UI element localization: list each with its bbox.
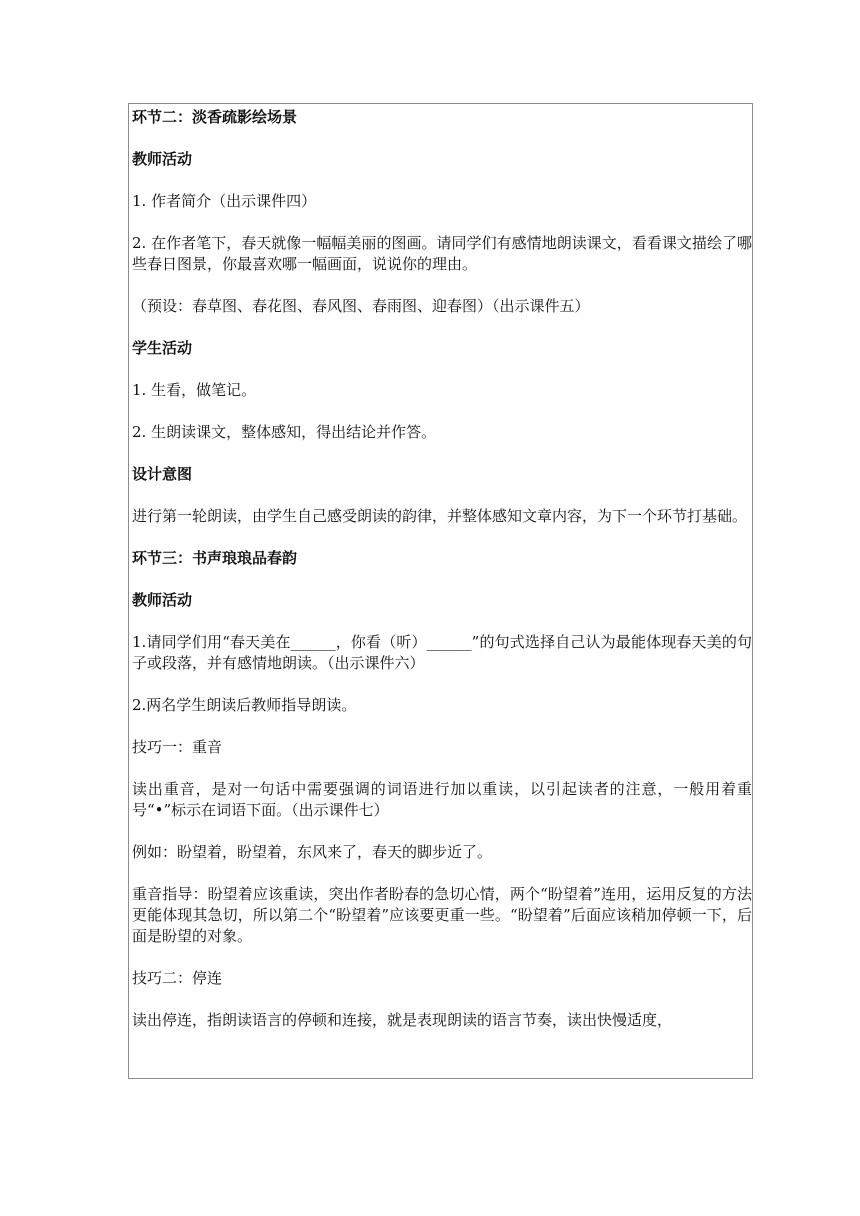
body-paragraph: 重音指导：盼望着应该重读，突出作者盼春的急切心情，两个“盼望着”连用，运用反复的方法更能体现其急切，所以第二个“盼望着”应该要更重一些。“盼望着”后面应该稍加停顿一下，后面是盼望的对象。 (132, 885, 752, 945)
body-paragraph: 读出重音，是对一句话中需要强调的词语进行加以重读，以引起读者的注意，一般用着重号“•”标示在词语下面。（出示课件七） (132, 780, 752, 819)
body-paragraph: 1. 生看，做笔记。 (132, 381, 257, 399)
section-heading: 设计意图 (132, 465, 193, 483)
section-heading: 教师活动 (132, 591, 193, 609)
body-paragraph: 2.两名学生朗读后教师指导朗读。 (132, 696, 357, 714)
section-heading: 环节二：淡香疏影绘场景 (132, 108, 298, 126)
body-paragraph: （预设：春草图、春花图、春风图、春雨图、迎春图）（出示课件五） (132, 297, 590, 315)
body-paragraph: 1. 作者简介（出示课件四） (132, 192, 317, 210)
document-frame (128, 103, 753, 1079)
body-paragraph: 1.请同学们用“春天美在______，你看（听）______”的句式选择自己认为最能体现春天美的句子或段落，并有感情地朗读。（出示课件六） (132, 633, 752, 672)
body-paragraph: 技巧一：重音 (132, 738, 223, 756)
section-heading: 环节三：书声琅琅品春韵 (132, 549, 298, 567)
document-body (132, 107, 752, 1052)
section-heading: 学生活动 (132, 339, 193, 357)
body-paragraph: 例如：盼望着，盼望着，东风来了，春天的脚步近了。 (132, 843, 493, 861)
section-heading: 教师活动 (132, 150, 193, 168)
body-paragraph: 进行第一轮朗读，由学生自己感受朗读的韵律，并整体感知文章内容，为下一个环节打基础。 (132, 507, 748, 525)
body-paragraph: 读出停连，指朗读语言的停顿和连接，就是表现朗读的语言节奏，读出快慢适度， (132, 1011, 673, 1029)
body-paragraph: 2. 在作者笔下，春天就像一幅幅美丽的图画。请同学们有感情地朗读课文，看看课文描绘了哪些春日图景，你最喜欢哪一幅画面，说说你的理由。 (132, 234, 752, 273)
body-paragraph: 2. 生朗读课文，整体感知，得出结论并作答。 (132, 423, 437, 441)
body-paragraph: 技巧二：停连 (132, 969, 223, 987)
